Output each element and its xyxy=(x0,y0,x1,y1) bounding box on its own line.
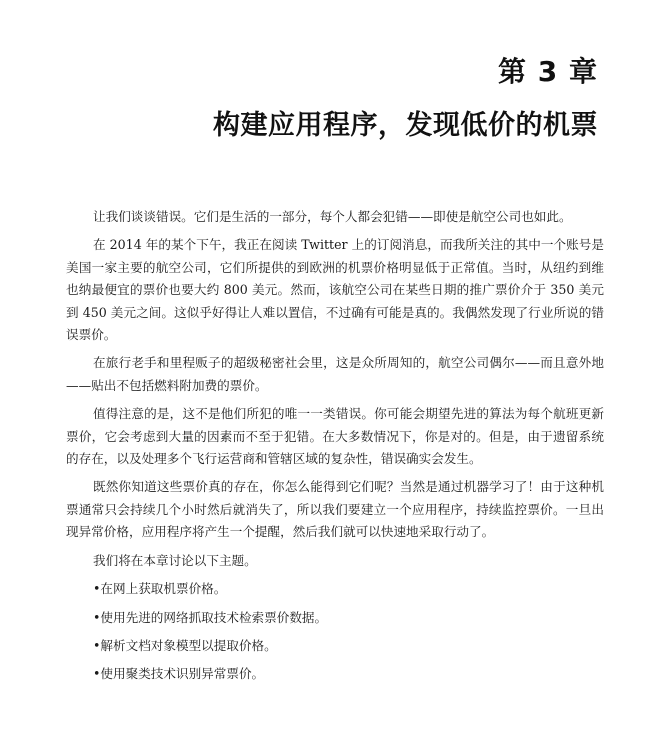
topic-item: •在网上获取机票价格。 xyxy=(93,581,227,597)
paragraph-intro: 让我们谈谈错误。它们是生活的一部分，每个人都会犯错——即使是航空公司也如此。 xyxy=(93,209,572,224)
paragraph-topics-intro: 我们将在本章讨论以下主题。 xyxy=(93,552,257,568)
topic-item: •解析文档对象模型以提取价格。 xyxy=(93,637,277,653)
paragraph-errors: 值得注意的是，这不是他们所犯的唯一一类错误。你可能会期望先进的算法为每个航班更新票价，它会考虑到大量的因素而不至于犯错。在大多数情况下，你是对的。但是，由于遗留系统的存在，以及处理多个飞行运营商和管辖区域的复杂性，错误确实会发生。 xyxy=(66,406,604,467)
paragraph-machine-learning: 既然你知道这些票价真的存在，你怎么能得到它们呢？当然是通过机器学习了！由于这种机票通常只会持续几个小时然后就消失了，所以我们要建立一个应用程序，持续监控票价。一旦出现异常价格，应用程序将产生一个提醒，然后我们就可以快速地采取行动了。 xyxy=(66,479,604,540)
topic-list xyxy=(66,578,604,686)
topic-item: •使用聚类技术识别异常票价。 xyxy=(93,666,265,682)
paragraph-fuel-surcharge: 在旅行老手和里程贩子的超级秘密社会里，这是众所周知的，航空公司偶尔——而且意外地——贴出不包括燃料附加费的票价。 xyxy=(66,355,604,393)
chapter-heading xyxy=(213,52,598,146)
topic-item: •使用先进的网络抓取技术检索票价数据。 xyxy=(93,609,328,625)
paragraph-story: 在 2014 年的某个下午，我正在阅读 Twitter 上的订阅消息，而我所关注的其中一个账号是美国一家主要的航空公司，它们所提供的到欧洲的机票价格明显低于正常值。当时，从纽约到维也纳最便宜的票价也要大约 800 美元。然而，该航空公司在某些日期的推广票价介于 350 美元到 450 美元之间。这似乎好得让人难以置信，不过确有可能是真的。我偶然发现了行业所说的错误票价。 xyxy=(66,237,604,343)
chapter-number: 第 3 章 xyxy=(498,55,598,88)
chapter-title: 构建应用程序，发现低价的机票 xyxy=(213,110,598,141)
chapter-body xyxy=(66,206,604,692)
